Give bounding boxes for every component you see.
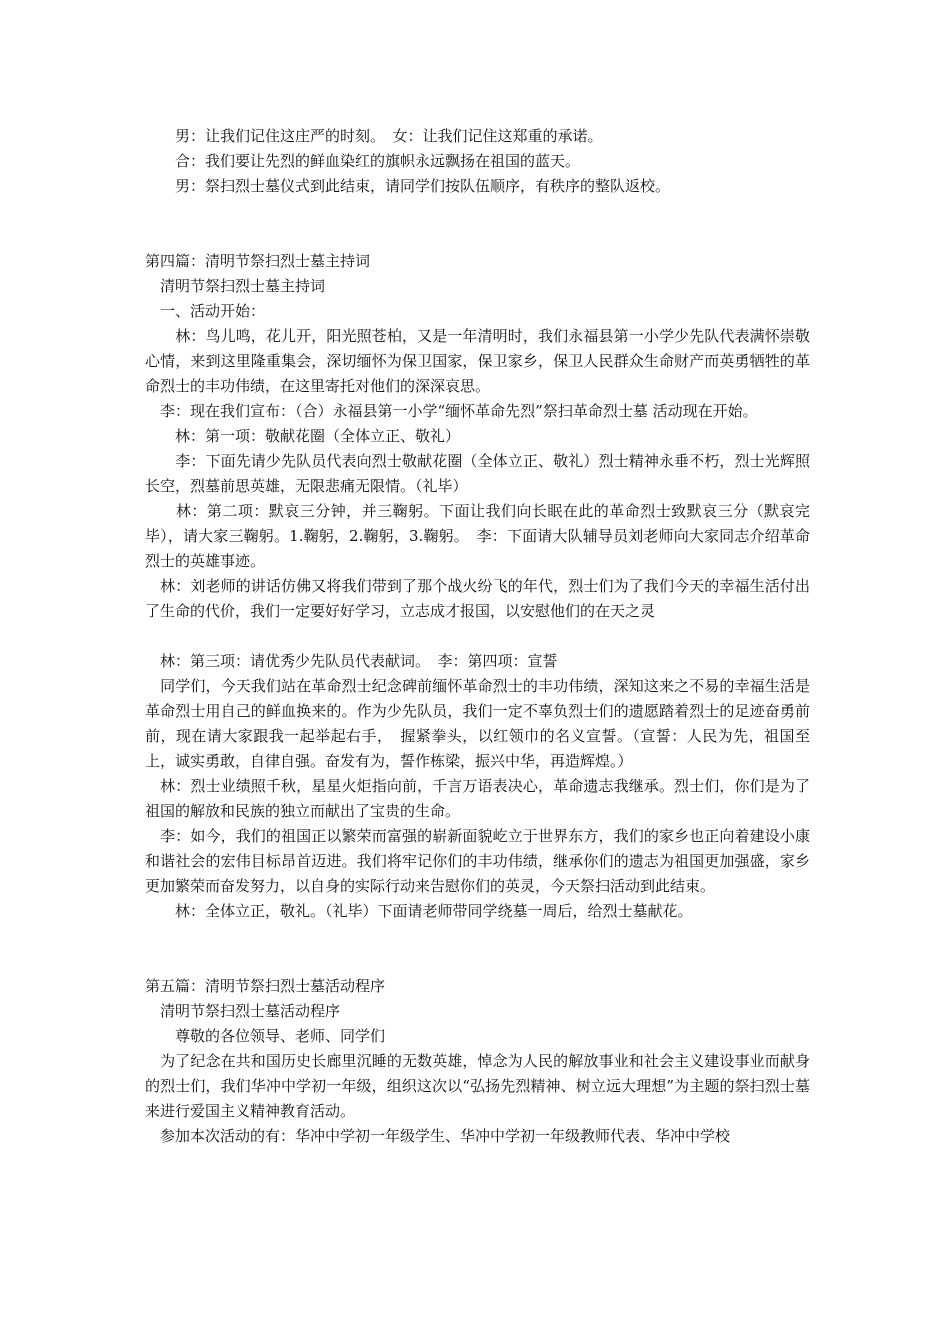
paragraph: 为了纪念在共和国历史长廊里沉睡的无数英雄，悼念为人民的解放事业和社会主义建设事业而献身的烈士们，我们华冲中学初一年级，组织这次以“弘扬先烈精神、树立远大理想”为主题的祭扫烈士墓来进行爱国主义精神教育活动。: [145, 1052, 810, 1120]
paragraph: 林：全体立正，敬礼。（礼毕）下面请老师带同学绕墓一周后，给烈士墓献花。: [145, 902, 693, 920]
paragraph: 李：现在我们宣布：（合）永福县第一小学“缅怀革命先烈”祭扫革命烈士墓 活动现在开始。: [145, 402, 758, 420]
section-gap: [145, 199, 810, 249]
section4-part-label: 一、活动开始：: [145, 302, 266, 320]
section5-heading: 第五篇：清明节祭扫烈士墓活动程序: [145, 977, 386, 995]
section5-subtitle: 清明节祭扫烈士墓活动程序: [145, 1002, 341, 1020]
section4-subtitle: 清明节祭扫烈士墓主持词: [145, 277, 326, 295]
dialogue-line: 合：我们要让先烈的鲜血染红的旗帜永远飘扬在祖国的蓝天。: [145, 152, 581, 170]
paragraph: 林：刘老师的讲话仿佛又将我们带到了那个战火纷飞的年代，烈士们为了我们今天的幸福生活付出了生命的代价，我们一定要好好学习，立志成才报国，以安慰他们的在天之灵: [145, 577, 810, 620]
paragraph: 李：下面先请少先队员代表向烈士敬献花圈（全体立正、敬礼）烈士精神永垂不朽，烈士光辉照长空，烈墓前思英雄，无限悲痛无限情。（礼毕）: [145, 452, 810, 495]
dialogue-line: 男：祭扫烈士墓仪式到此结束，请同学们按队伍顺序，有秩序的整队返校。: [145, 177, 671, 195]
blank-line: [145, 624, 810, 649]
paragraph: 参加本次活动的有：华冲中学初一年级学生、华冲中学初一年级教师代表、华冲中学校: [145, 1127, 731, 1145]
section4-heading: 第四篇：清明节祭扫烈士墓主持词: [145, 252, 371, 270]
section-gap: [145, 924, 810, 974]
section5-greeting: 尊敬的各位领导、老师、同学们: [145, 1027, 386, 1045]
paragraph: 林：第二项：默哀三分钟，并三鞠躬。下面让我们向长眠在此的革命烈士致默哀三分（默哀完毕），请大家三鞠躬。1.鞠躬，2.鞠躬，3.鞠躬。 李：下面请大队辅导员刘老师向大家同志介绍革命烈士的英雄事迹。: [145, 502, 810, 570]
paragraph: 林：烈士业绩照千秋，星星火炬指向前，千言万语表决心，革命遗志我继承。烈士们，你们是为了祖国的解放和民族的独立而献出了宝贵的生命。: [145, 777, 810, 820]
paragraph: 同学们，今天我们站在革命烈士纪念碑前缅怀革命烈士的丰功伟绩，深知这来之不易的幸福生活是革命烈士用自己的鲜血换来的。作为少先队员，我们一定不辜负烈士们的遗愿踏着烈士的足迹奋勇前前，现在请大家跟我一起举起右手， 握紧拳头，以红领巾的名义宣誓。（宣誓：人民为先，祖国至上，诚实勇敢，自律自强。奋发有为，誓作栋梁，振兴中华，再造辉煌。）: [145, 677, 810, 770]
paragraph: 李：如今，我们的祖国正以繁荣而富强的崭新面貌屹立于世界东方，我们的家乡也正向着建设小康和谐社会的宏伟目标昂首迈进。我们将牢记你们的丰功伟绩，继承你们的遗志为祖国更加强盛，家乡更加繁荣而奋发努力，以自身的实际行动来告慰你们的英灵，今天祭扫活动到此结束。: [145, 827, 810, 895]
document-page: [145, 124, 810, 1149]
dialogue-line: 男：让我们记住这庄严的时刻。 女：让我们记住这郑重的承诺。: [145, 127, 603, 145]
paragraph: 林：第一项：敬献花圈（全体立正、敬礼）: [145, 427, 461, 445]
paragraph: 林：鸟儿鸣，花儿开，阳光照苍柏，又是一年清明时，我们永福县第一小学少先队代表满怀崇敬心情，来到这里隆重集会，深切缅怀为保卫国家，保卫家乡，保卫人民群众生命财产而英勇牺牲的革命烈士的丰功伟绩，在这里寄托对他们的深深哀思。: [145, 327, 810, 395]
paragraph: 林：第三项：请优秀少先队员代表献词。 李：第四项：宣誓: [145, 652, 558, 670]
